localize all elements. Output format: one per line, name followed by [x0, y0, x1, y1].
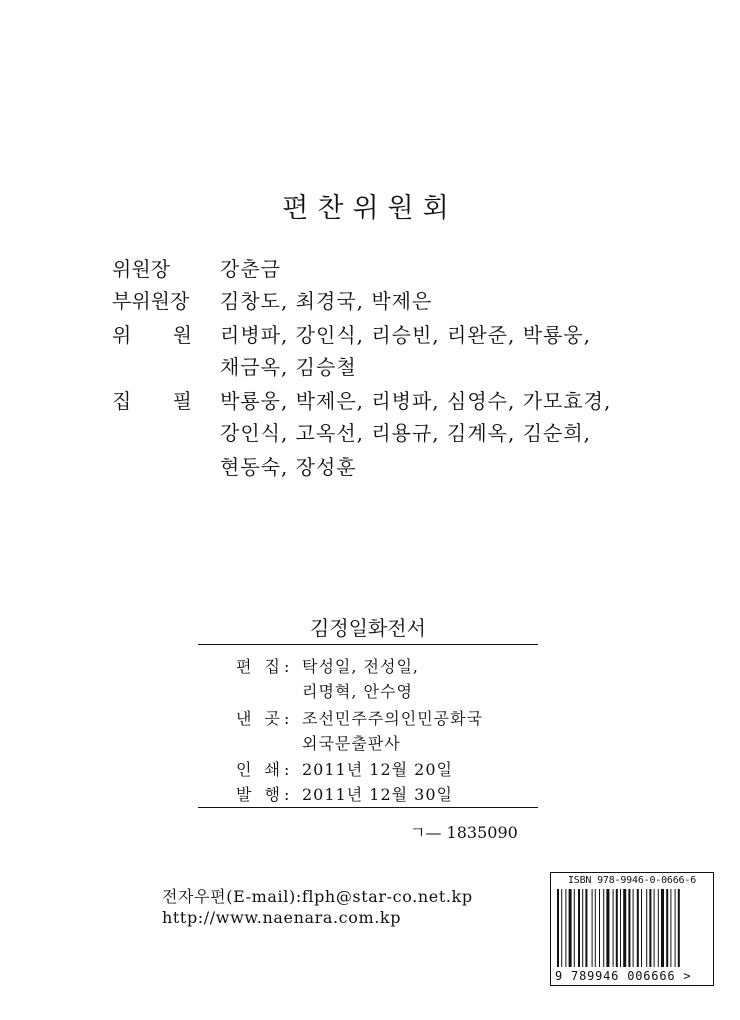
committee-role-char: 위: [112, 323, 132, 347]
publisher-line-2: 외국문출판사: [302, 734, 401, 753]
bottom-rule: [198, 807, 538, 808]
editors-line-1: 탁성일, 전성일,: [302, 657, 419, 676]
publisher-line-1: 조선민주주의인민공화국: [302, 709, 484, 728]
website-url: http://www.naenara.com.kp: [162, 908, 402, 927]
committee-names: 강인식, 고옥선, 리용규, 김계옥, 김순희,: [220, 421, 592, 445]
printed-label: 인 쇄:: [236, 760, 294, 779]
committee-role: [112, 386, 192, 416]
issued-date: 2011년 12월 30일: [302, 785, 453, 804]
issued-label: 발 행:: [236, 785, 294, 804]
committee-role-char: 필: [172, 389, 192, 413]
top-rule: [198, 644, 538, 645]
editors-label: 편 집:: [236, 657, 294, 676]
committee-names: 채금옥, 김승철: [220, 355, 357, 379]
committee-role-char: 집: [112, 389, 132, 413]
editors-line-2: 리명혁, 안수영: [302, 682, 413, 701]
committee-title: 편찬위원회: [282, 193, 458, 224]
committee-names: 리병파, 강인식, 리승빈, 리완준, 박룡웅,: [220, 323, 592, 347]
committee-role: 부위원장: [112, 289, 190, 313]
committee-names: 김창도, 최경국, 박제은: [220, 289, 433, 313]
barcode-digits: 9 789946 006666 >: [555, 969, 692, 983]
committee-role: [112, 320, 192, 350]
committee-names: 강춘금: [220, 257, 281, 281]
committee-names: 현동숙, 장성훈: [220, 455, 357, 479]
catalog-code: ㄱ— 1835090: [410, 823, 518, 842]
isbn-barcode: [550, 872, 714, 986]
committee-role-char: 원: [172, 323, 192, 347]
committee-role: 위원장: [112, 257, 170, 281]
email-address: 전자우편(E-mail):flph@star-co.net.kp: [162, 887, 473, 906]
printed-date: 2011년 12월 20일: [302, 760, 453, 779]
committee-names: 박룡웅, 박제은, 리병파, 심영수, 가모효경,: [220, 389, 612, 413]
book-title: 김정일화전서: [310, 616, 426, 640]
publisher-label: 낸 곳:: [236, 709, 294, 728]
isbn-text: ISBN 978-9946-0-0666-6: [567, 875, 697, 886]
